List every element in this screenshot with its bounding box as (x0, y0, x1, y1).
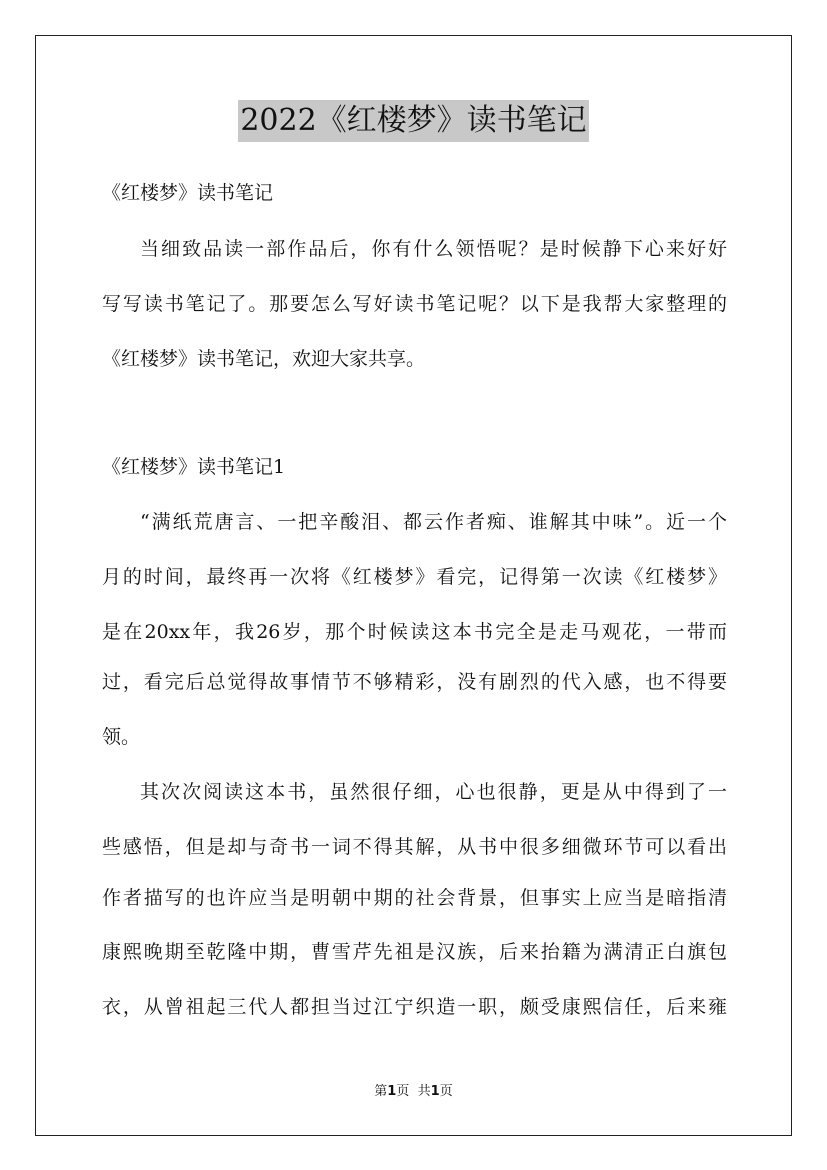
paragraph-line: 其次次阅读这本书，虽然很仔细，心也很静，更是从中得到了一 (140, 781, 727, 803)
paragraph-line: 领。 (102, 726, 141, 748)
paragraph-line: 衣，从曾祖起三代人都担当过江宁织造一职，颇受康熙信任，后来雍 (102, 996, 727, 1018)
footer-page-prefix: 第 (374, 1084, 388, 1099)
paragraph-line: 是在20xx年，我26岁，那个时候读这本书完全是走马观花，一带而 (102, 621, 727, 643)
footer-page-number: 1 (387, 1084, 397, 1099)
title-wrapper (0, 100, 827, 142)
intro-line: 写写读书笔记了。那要怎么写好读书笔记呢？以下是我帮大家整理的 (102, 293, 727, 315)
footer-page-suffix: 页 (396, 1084, 410, 1099)
intro-line: 《红楼梦》读书笔记，欢迎大家共享。 (102, 348, 426, 370)
subtitle: 《红楼梦》读书笔记 (102, 182, 274, 204)
footer-total-number: 1 (430, 1084, 440, 1099)
footer-total-prefix: 共 (417, 1084, 431, 1099)
paragraph-line: 过，看完后总觉得故事情节不够精彩，没有剧烈的代入感，也不得要 (102, 671, 727, 693)
intro-line: 当细致品读一部作品后，你有什么领悟呢？是时候静下心来好好 (140, 238, 727, 260)
page-footer (0, 1083, 827, 1101)
section-heading: 《红楼梦》读书笔记1 (102, 456, 286, 478)
paragraph-line: 作者描写的也许应当是明朝中期的社会背景，但事实上应当是暗指清 (102, 887, 727, 909)
document-title: 2022《红楼梦》读书笔记 (238, 100, 588, 142)
paragraph-line: 月的时间，最终再一次将《红楼梦》看完，记得第一次读《红楼梦》 (102, 566, 727, 588)
paragraph-line: “满纸荒唐言、一把辛酸泪、都云作者痴、谁解其中味”。近一个 (140, 511, 727, 533)
paragraph-line: 些感悟，但是却与奇书一词不得其解，从书中很多细微环节可以看出 (102, 836, 727, 858)
footer-total-suffix: 页 (439, 1084, 453, 1099)
paragraph-line: 康熙晚期至乾隆中期，曹雪芹先祖是汉族，后来抬籍为满清正白旗包 (102, 941, 727, 963)
